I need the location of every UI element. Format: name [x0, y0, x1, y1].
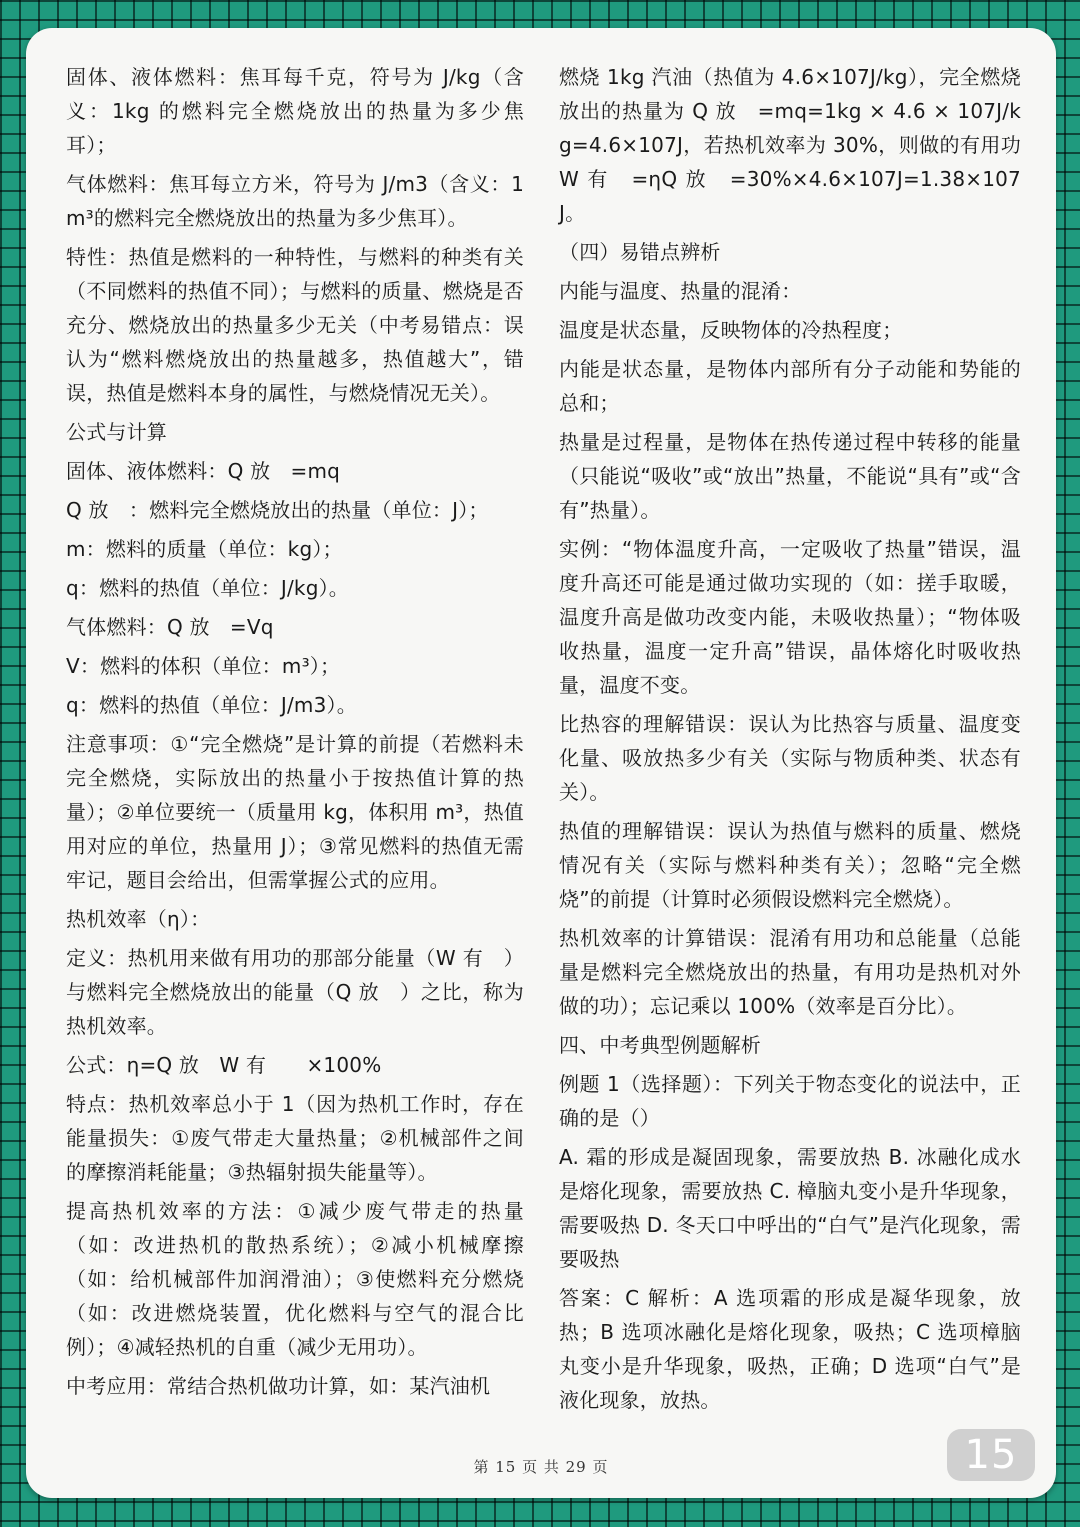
- paragraph: 气体燃料：焦耳每立方米，符号为 J/m3（含义：1m³的燃料完全燃烧放出的热量为多少焦耳）。: [66, 172, 524, 230]
- section-heading: 热机效率（η）：: [66, 907, 211, 931]
- page-footer: 第 15 页 共 29 页: [473, 1458, 609, 1476]
- paragraph: 热值的理解错误：误认为热值与燃料的质量、燃烧情况有关（实际与燃料种类有关）；忽略“完全燃烧”的前提（计算时必须假设燃料完全燃烧）。: [559, 819, 1021, 911]
- paragraph: 热机效率的计算错误：混淆有用功和总能量（总能量是燃料完全燃烧放出的热量，有用功是热机对外做的功）；忘记乘以 100%（效率是百分比）。: [559, 926, 1021, 1018]
- paragraph: 答案：C 解析：A 选项霜的形成是凝华现象，放热；B 选项冰融化是熔化现象，吸热；C 选项樟脑丸变小是升华现象，吸热，正确；D 选项“白气”是液化现象，放热。: [559, 1286, 1021, 1412]
- paragraph: 内能是状态量，是物体内部所有分子动能和势能的总和；: [559, 357, 1021, 415]
- paragraph: A. 霜的形成是凝固现象，需要放热 B. 冰融化成水是熔化现象，需要放热 C. 樟脑丸变小是升华现象，需要吸热 D. 冬天口中呼出的“白气”是汽化现象，需要吸热: [559, 1145, 1021, 1271]
- paragraph: 实例：“物体温度升高，一定吸收了热量”错误，温度升高还可能是通过做功实现的（如：搓手取暖，温度升高是做功改变内能，未吸收热量）；“物体吸收热量，温度一定升高”错误，晶体熔化时吸收热量，温度不变。: [559, 537, 1021, 697]
- paragraph: 提高热机效率的方法：①减少废气带走的热量（如：改进热机的散热系统）；②减小机械摩擦（如：给机械部件加润滑油）；③使燃料充分燃烧（如：改进燃烧装置，优化燃料与空气的混合比例）；④减轻热机的自重（减少无用功）。: [66, 1199, 524, 1359]
- document-page: [26, 28, 1056, 1498]
- paragraph: 温度是状态量，反映物体的冷热程度；: [559, 318, 903, 342]
- section-heading: （四）易错点辨析: [559, 240, 721, 264]
- paragraph: 中考应用：常结合热机做功计算，如：某汽油机: [66, 1374, 491, 1398]
- paragraph: 热量是过程量，是物体在热传递过程中转移的能量（只能说“吸收”或“放出”热量，不能说“具有”或“含有”热量）。: [559, 430, 1021, 522]
- paragraph: 固体、液体燃料：Q 放 =mq: [66, 459, 341, 483]
- left-column: [66, 60, 524, 1408]
- paragraph: 固体、液体燃料：焦耳每千克，符号为 J/kg（含义：1kg 的燃料完全燃烧放出的热量为多少焦耳）；: [66, 65, 524, 157]
- paragraph: q：燃料的热值（单位：J/m3）。: [66, 693, 357, 717]
- paragraph: 注意事项：①“完全燃烧”是计算的前提（若燃料未完全燃烧，实际放出的热量小于按热值计算的热量）；②单位要统一（质量用 kg，体积用 m³，热值用对应的单位，热量用 J）；③常见燃料的热值无需牢记，题目会给出，但需掌握公式的应用。: [66, 732, 524, 892]
- section-heading: 公式与计算: [66, 420, 167, 444]
- paragraph: Q 放 ：燃料完全燃烧放出的热量（单位：J）；: [66, 498, 489, 522]
- paragraph: 例题 1（选择题）：下列关于物态变化的说法中，正确的是（）: [559, 1072, 1021, 1130]
- page-number-badge: 15: [947, 1429, 1035, 1481]
- paragraph: 公式：η=Q 放 W 有 ×100%: [66, 1053, 382, 1077]
- paragraph: 内能与温度、热量的混淆：: [559, 279, 802, 303]
- paragraph: 特点：热机效率总小于 1（因为热机工作时，存在能量损失：①废气带走大量热量；②机械部件之间的摩擦消耗能量；③热辐射损失能量等）。: [66, 1092, 524, 1184]
- paragraph: 特性：热值是燃料的一种特性，与燃料的种类有关（不同燃料的热值不同）；与燃料的质量、燃烧是否充分、燃烧放出的热量多少无关（中考易错点：误认为“燃料燃烧放出的热量越多，热值越大”，错误，热值是燃料本身的属性，与燃烧情况无关）。: [66, 245, 524, 405]
- paragraph: 定义：热机用来做有用功的那部分能量（W 有 ）与燃料完全燃烧放出的能量（Q 放 ）之比，称为热机效率。: [66, 946, 524, 1038]
- paragraph: 燃烧 1kg 汽油（热值为 4.6×107J/kg），完全燃烧放出的热量为 Q 放 =mq=1kg × 4.6 × 107J/kg=4.6×107J，若热机效率为 30%，则做的有用功 W 有 =ηQ 放 =30%×4.6×107J=1.38×107J。: [559, 65, 1021, 225]
- paragraph: V：燃料的体积（单位：m³）；: [66, 654, 341, 678]
- paragraph: 比热容的理解错误：误认为比热容与质量、温度变化量、吸放热多少有关（实际与物质种类、状态有关）。: [559, 712, 1021, 804]
- paragraph: q：燃料的热值（单位：J/kg）。: [66, 576, 350, 600]
- right-column: [559, 60, 1021, 1422]
- section-heading: 四、中考典型例题解析: [559, 1033, 761, 1057]
- paragraph: 气体燃料：Q 放 =Vq: [66, 615, 274, 639]
- paragraph: m：燃料的质量（单位：kg）；: [66, 537, 343, 561]
